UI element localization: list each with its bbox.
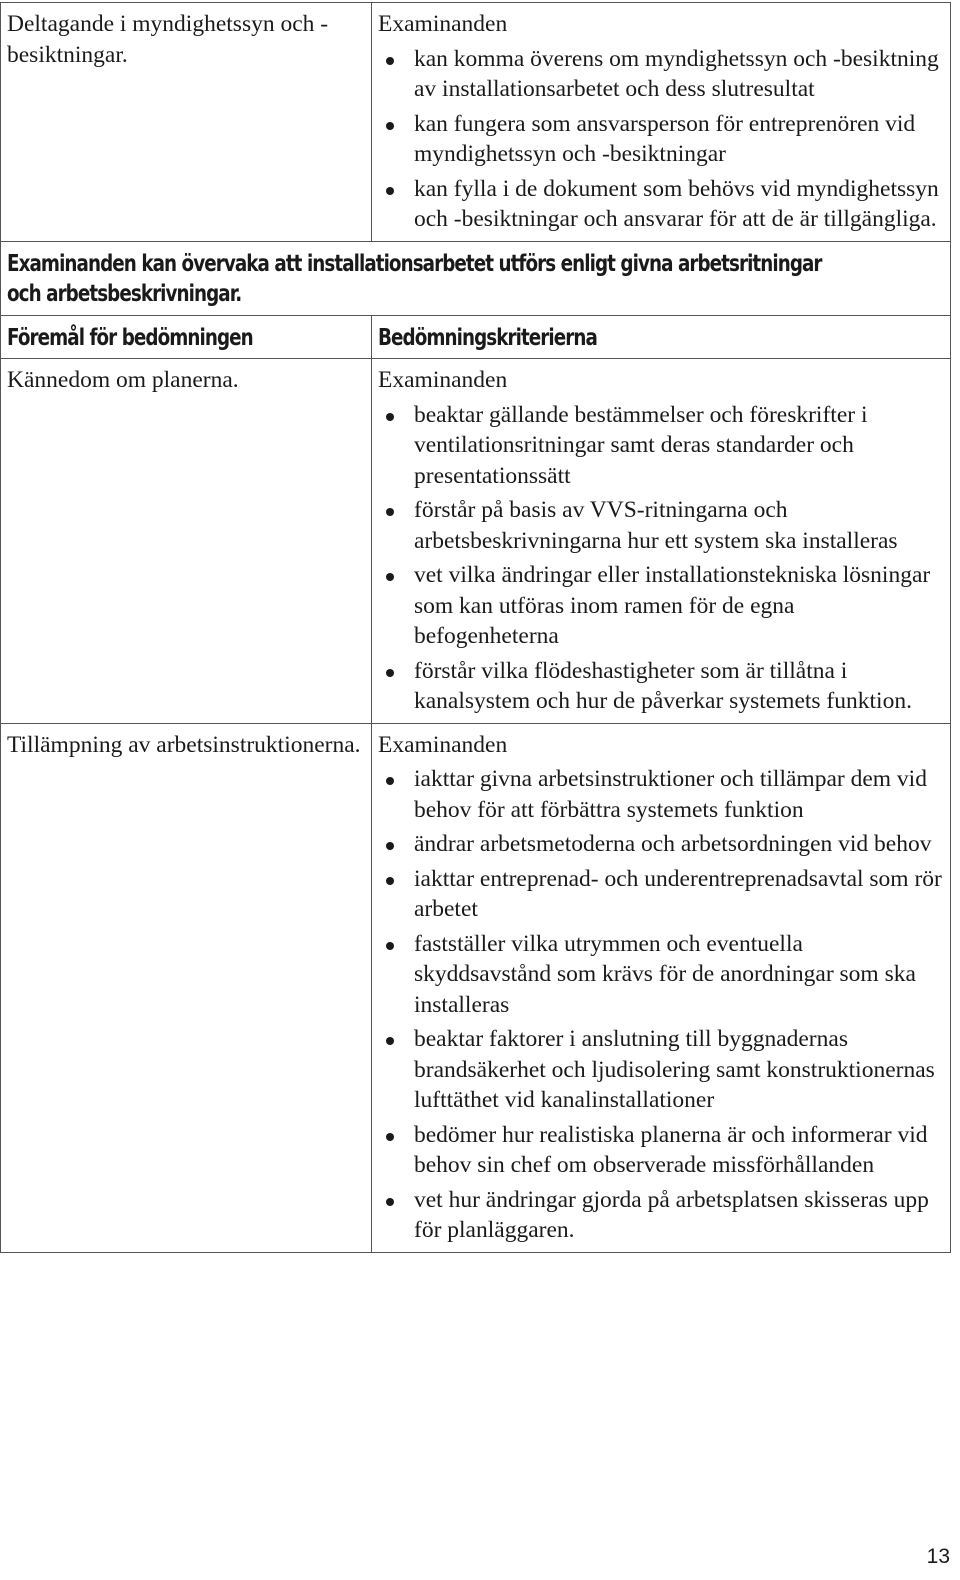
- list-item: beaktar faktorer i anslutning till byggnadernas brandsäkerhet och ljudisolering samt konstruktionernas lufttäthet vid kanalinstallationer: [378, 1024, 944, 1116]
- list-item: bedömer hur realistiska planerna är och informerar vid behov sin chef om observerade missförhållanden: [378, 1120, 944, 1181]
- list-item: ändrar arbetsmetoderna och arbetsordningen vid behov: [378, 829, 944, 860]
- bullet-icon: [386, 122, 394, 130]
- list-item: beaktar gällande bestämmelser och föreskrifter i ventilationsritningar samt deras standarder och presentationssätt: [378, 400, 944, 492]
- list-item: kan komma överens om myndighetssyn och -besiktning av installationsarbetet och dess slutresultat: [378, 44, 944, 105]
- row2-intro: Examinanden: [378, 367, 508, 393]
- list-item: kan fylla i de dokument som behövs vid myndighetssyn och -besiktningar och ansvarar för att de är tillgängliga.: [378, 174, 944, 235]
- bullet-icon: [386, 942, 394, 950]
- row1-subject: Deltagande i myndighetssyn och -besiktningar.: [1, 3, 372, 242]
- bullet-icon: [386, 57, 394, 65]
- bullet-icon: [386, 573, 394, 581]
- bullet-icon: [386, 1037, 394, 1045]
- list-item: fastställer vilka utrymmen och eventuella skyddsavstånd som krävs för de anordningar som ska installeras: [378, 929, 944, 1021]
- row-plans: [1, 359, 951, 724]
- row2-criteria-list: [378, 400, 944, 717]
- bullet-icon: [386, 669, 394, 677]
- row2-criteria: [372, 359, 951, 724]
- row3-criteria: [372, 723, 951, 1252]
- list-item: iakttar entreprenad- och underentreprenadsavtal som rör arbetet: [378, 864, 944, 925]
- section-heading: [1, 241, 951, 315]
- column-header-row: [1, 315, 951, 359]
- section-heading-row: [1, 241, 951, 315]
- column-header-criteria: Bedömningskriterierna: [372, 315, 951, 359]
- bullet-icon: [386, 877, 394, 885]
- bullet-icon: [386, 187, 394, 195]
- section-heading-line1: Examinanden kan övervaka att installationsarbetet utförs enligt givna arbetsritningar: [7, 248, 822, 277]
- section-heading-line2: och arbetsbeskrivningar.: [7, 279, 242, 307]
- bullet-icon: [386, 1198, 394, 1206]
- row1-criteria: [372, 3, 951, 242]
- row3-intro: Examinanden: [378, 731, 508, 758]
- page-number: 13: [926, 1545, 950, 1568]
- list-item: kan fungera som ansvarsperson för entreprenören vid myndighetssyn och -besiktningar: [378, 109, 944, 170]
- column-header-subject: Föremål för bedömningen: [1, 315, 372, 359]
- bullet-icon: [386, 777, 394, 785]
- row1-intro: Examinanden: [378, 11, 508, 37]
- row-inspections: [1, 3, 951, 242]
- list-item: förstår vilka flödeshastigheter som är tillåtna i kanalsystem och hur de påverkar systemets funktion.: [378, 656, 944, 717]
- list-item: vet hur ändringar gjorda på arbetsplatsen skisseras upp för planläggaren.: [378, 1185, 944, 1246]
- list-item: förstår på basis av VVS-ritningarna och arbetsbeskrivningarna hur ett system ska installeras: [378, 495, 944, 556]
- list-item: vet vilka ändringar eller installationstekniska lösningar som kan utföras inom ramen för de egna befogenheterna: [378, 560, 944, 652]
- row3-subject: Tillämpning av arbetsinstruktionerna.: [1, 723, 372, 1252]
- bullet-icon: [386, 1133, 394, 1141]
- row1-criteria-list: [378, 44, 944, 235]
- row3-criteria-list: [378, 764, 944, 1246]
- assessment-table: [0, 2, 951, 1253]
- list-item: iakttar givna arbetsinstruktioner och tillämpar dem vid behov för att förbättra systemets funktion: [378, 764, 944, 825]
- bullet-icon: [386, 842, 394, 850]
- row-instructions: [1, 723, 951, 1252]
- bullet-icon: [386, 413, 394, 421]
- row2-subject: Kännedom om planerna.: [1, 359, 372, 724]
- bullet-icon: [386, 508, 394, 516]
